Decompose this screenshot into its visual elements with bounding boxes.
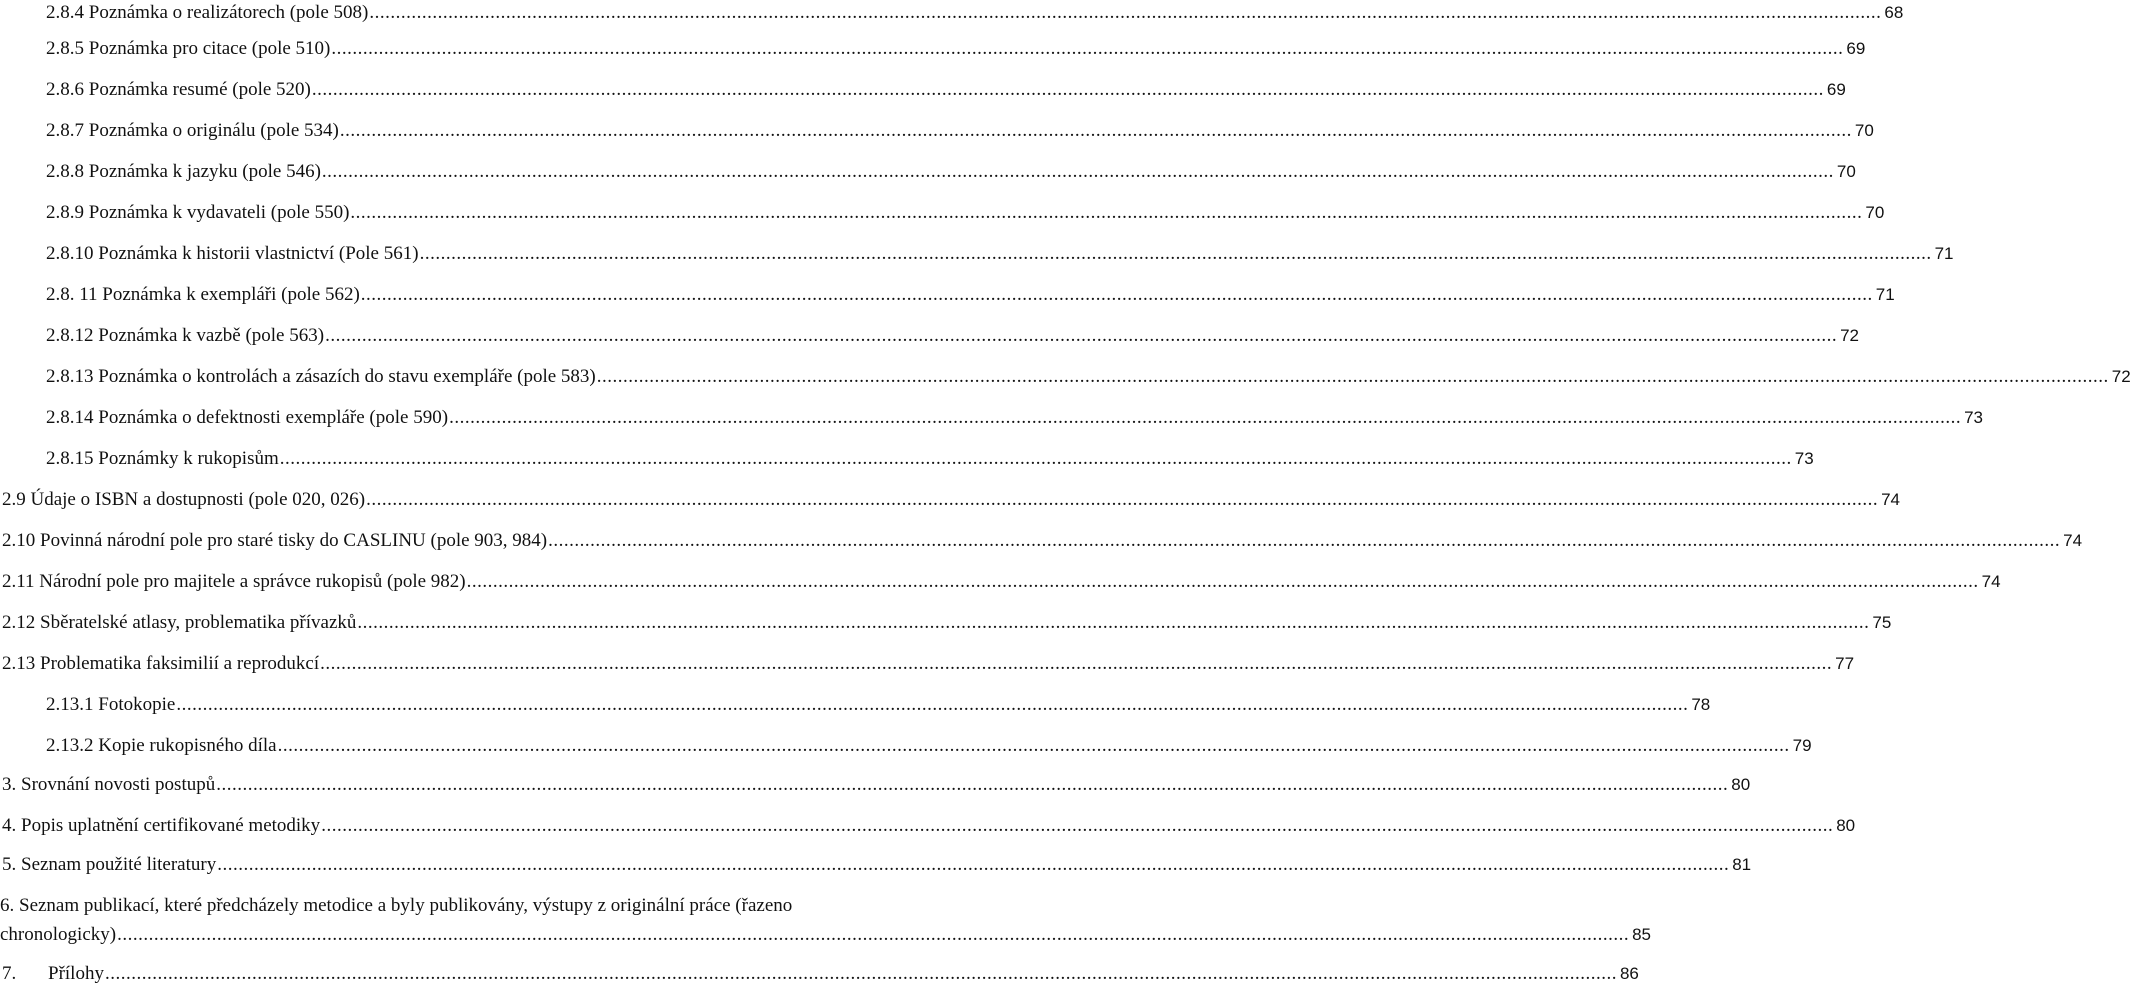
toc-entry-title: 2.8.13 Poznámka o kontrolách a zásazích do stavu exempláře (pole 583) bbox=[46, 366, 596, 387]
toc-entry-title: 2.8.4 Poznámka o realizátorech (pole 508) bbox=[46, 2, 369, 23]
toc-entry[interactable] bbox=[0, 118, 1874, 144]
toc-entry-page: 71 bbox=[1934, 244, 1954, 263]
toc-entry[interactable] bbox=[0, 159, 1856, 185]
toc-entry-title: 3. Srovnání novosti postupů bbox=[2, 774, 216, 795]
toc-entry-page: 79 bbox=[1792, 736, 1812, 755]
toc-entry-title: 2.13.2 Kopie rukopisného díla bbox=[46, 735, 277, 756]
toc-entry-page: 74 bbox=[1881, 490, 1900, 509]
toc-entry[interactable] bbox=[0, 405, 1983, 431]
dot-leader: ................................................................................................................................................................................................................................................................................................ bbox=[320, 653, 1833, 674]
toc-entry-page: 69 bbox=[1826, 80, 1846, 99]
dot-leader: ................................................................................................................................................................................................................................................................................................ bbox=[277, 735, 1790, 756]
dot-leader: ................................................................................................................................................................................................................................................................................................ bbox=[325, 325, 1838, 346]
toc-entry-title-continued: chronologicky) bbox=[0, 924, 117, 945]
toc-entry-page: 74 bbox=[2063, 531, 2083, 550]
toc-entry-page: 80 bbox=[1836, 816, 1856, 835]
dot-leader: ................................................................................................................................................................................................................................................................................................ bbox=[331, 38, 1844, 59]
toc-entry[interactable] bbox=[0, 813, 1856, 839]
toc-entry-title: 2.9 Údaje o ISBN a dostupnosti (pole 020, 026) bbox=[2, 489, 366, 510]
toc-entry[interactable] bbox=[0, 323, 1859, 349]
toc-entry-page: 72 bbox=[1840, 326, 1859, 345]
toc-entry-title: 2.8.9 Poznámka k vydavateli (pole 550) bbox=[46, 202, 350, 223]
toc-entry-first-line[interactable] bbox=[0, 893, 960, 919]
dot-leader: ................................................................................................................................................................................................................................................................................................ bbox=[176, 694, 1689, 715]
toc-entry-title bbox=[2, 961, 104, 987]
toc-entry-title: 2.12 Sběratelské atlasy, problematika přívazků bbox=[2, 612, 357, 633]
toc-entry-title: 2.8. 11 Poznámka k exempláři (pole 562) bbox=[46, 284, 360, 305]
toc-entry-title: 2.8.12 Poznámka k vazbě (pole 563) bbox=[46, 325, 325, 346]
toc-entry-page: 68 bbox=[1884, 3, 1904, 22]
dot-leader: ................................................................................................................................................................................................................................................................................................ bbox=[357, 612, 1870, 633]
dot-leader: ................................................................................................................................................................................................................................................................................................ bbox=[360, 284, 1873, 305]
toc-entry-page: 73 bbox=[1794, 449, 1814, 468]
toc-entry-title: 6. Seznam publikací, které předcházely metodice a byly publikovány, výstupy z originální práce (řazeno bbox=[0, 895, 793, 916]
toc-entry[interactable] bbox=[0, 364, 2131, 390]
dot-leader: ................................................................................................................................................................................................................................................................................................ bbox=[369, 2, 1882, 23]
toc-entry-page: 85 bbox=[1632, 925, 1651, 944]
toc-entry[interactable] bbox=[0, 692, 1711, 718]
toc-entry-page: 70 bbox=[1836, 162, 1856, 181]
toc-entry[interactable] bbox=[0, 241, 1954, 267]
toc-entry-page: 74 bbox=[1981, 572, 2001, 591]
toc-entry-page: 77 bbox=[1835, 654, 1855, 673]
dot-leader: ................................................................................................................................................................................................................................................................................................ bbox=[217, 854, 1730, 875]
toc-entry-page: 70 bbox=[1854, 121, 1874, 140]
toc-entry[interactable] bbox=[0, 200, 1885, 226]
toc-entry-title: 2.8.5 Poznámka pro citace (pole 510) bbox=[46, 38, 331, 59]
toc-entry[interactable] bbox=[0, 569, 2001, 595]
toc-entry-title: 2.13.1 Fotokopie bbox=[46, 694, 176, 715]
toc-entry[interactable] bbox=[0, 77, 1846, 103]
dot-leader: ................................................................................................................................................................................................................................................................................................ bbox=[350, 202, 1863, 223]
toc-entry-title: 2.8.8 Poznámka k jazyku (pole 546) bbox=[46, 161, 321, 182]
toc-entry-title: 2.8.15 Poznámky k rukopisům bbox=[46, 448, 279, 469]
toc-entry-page: 78 bbox=[1691, 695, 1711, 714]
toc-entry[interactable] bbox=[0, 772, 1751, 798]
toc-entry[interactable] bbox=[0, 610, 1892, 636]
dot-leader: ................................................................................................................................................................................................................................................................................................ bbox=[117, 924, 1630, 945]
toc-entry-title: 2.11 Národní pole pro majitele a správce rukopisů (pole 982) bbox=[2, 571, 466, 592]
toc-entry-page: 80 bbox=[1731, 775, 1751, 794]
toc-entry-page: 72 bbox=[2111, 367, 2131, 386]
toc-entry[interactable] bbox=[0, 961, 1639, 987]
dot-leader: ................................................................................................................................................................................................................................................................................................ bbox=[279, 448, 1792, 469]
dot-leader: ................................................................................................................................................................................................................................................................................................ bbox=[449, 407, 1962, 428]
toc-entry-title: 2.10 Povinná národní pole pro staré tisky do CASLINU (pole 903, 984) bbox=[2, 530, 548, 551]
dot-leader: ................................................................................................................................................................................................................................................................................................ bbox=[596, 366, 2109, 387]
toc-entry-page: 86 bbox=[1619, 964, 1639, 983]
toc-entry-page: 70 bbox=[1865, 203, 1885, 222]
dot-leader: ................................................................................................................................................................................................................................................................................................ bbox=[104, 963, 1617, 984]
toc-entry[interactable] bbox=[0, 0, 1904, 26]
dot-leader: ................................................................................................................................................................................................................................................................................................ bbox=[321, 815, 1834, 836]
dot-leader: ................................................................................................................................................................................................................................................................................................ bbox=[366, 489, 1879, 510]
toc-entry-title: 4. Popis uplatnění certifikované metodiky bbox=[2, 815, 321, 836]
toc-entry-page: 73 bbox=[1964, 408, 1983, 427]
section-number: 7. bbox=[2, 963, 17, 984]
dot-leader: ................................................................................................................................................................................................................................................................................................ bbox=[216, 774, 1729, 795]
toc-entry-title: 2.8.7 Poznámka o originálu (pole 534) bbox=[46, 120, 339, 141]
toc-entry[interactable] bbox=[0, 282, 1895, 308]
toc-entry-title: 5. Seznam použité literatury bbox=[2, 854, 217, 875]
toc-entry-page: 71 bbox=[1875, 285, 1895, 304]
dot-leader: ................................................................................................................................................................................................................................................................................................ bbox=[466, 571, 1979, 592]
toc-entry-title: 2.8.14 Poznámka o defektnosti exempláře (pole 590) bbox=[46, 407, 449, 428]
toc-entry-page: 75 bbox=[1872, 613, 1892, 632]
toc-entry[interactable] bbox=[0, 651, 1855, 677]
dot-leader: ................................................................................................................................................................................................................................................................................................ bbox=[419, 243, 1932, 264]
section-title: Přílohy bbox=[48, 963, 104, 984]
toc-entry-title: 2.8.10 Poznámka k historii vlastnictví (Pole 561) bbox=[46, 243, 419, 264]
toc-entry[interactable] bbox=[0, 528, 2083, 554]
toc-entry[interactable] bbox=[0, 487, 1900, 513]
toc-entry-page: 69 bbox=[1846, 39, 1866, 58]
dot-leader: ................................................................................................................................................................................................................................................................................................ bbox=[548, 530, 2061, 551]
toc-entry-title: 2.8.6 Poznámka resumé (pole 520) bbox=[46, 79, 311, 100]
toc-entry[interactable] bbox=[0, 733, 1812, 759]
toc-entry-page: 81 bbox=[1732, 855, 1752, 874]
toc-entry[interactable] bbox=[0, 36, 1866, 62]
toc-entry[interactable] bbox=[0, 446, 1814, 472]
dot-leader: ................................................................................................................................................................................................................................................................................................ bbox=[321, 161, 1834, 182]
toc-entry-title: 2.13 Problematika faksimilií a reprodukcí bbox=[2, 653, 320, 674]
toc-entry[interactable] bbox=[0, 852, 1752, 878]
toc-entry-continuation[interactable] bbox=[0, 922, 1651, 948]
dot-leader: ................................................................................................................................................................................................................................................................................................ bbox=[339, 120, 1852, 141]
dot-leader: ................................................................................................................................................................................................................................................................................................ bbox=[311, 79, 1824, 100]
